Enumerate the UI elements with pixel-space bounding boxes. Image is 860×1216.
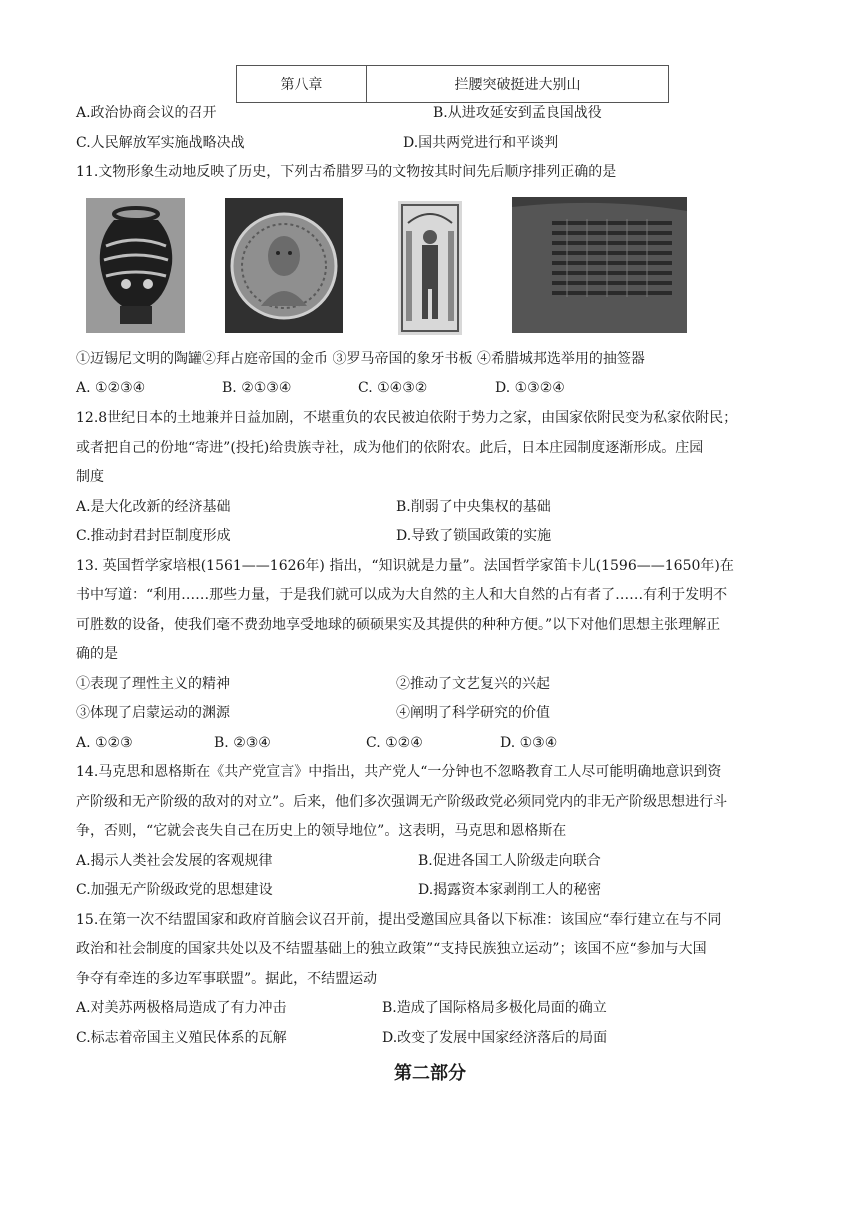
- q14-option-a: A.揭示人类社会发展的客观规律: [76, 853, 273, 869]
- q12-stem-line-2: 或者把自己的份地“寄进”(投托)给贵族寺社，成为他们的依附农。此后，日本庄园制度逐渐形成。庄园: [76, 440, 704, 456]
- table-row: [237, 66, 669, 103]
- q13-stem-line-2: 书中写道：“利用……那些力量，于是我们就可以成为大自然的主人和大自然的占有者了……有利于发明不: [76, 587, 728, 603]
- q15-stem-line-3: 争夺有牵连的多边军事联盟”。据此，不结盟运动: [76, 971, 378, 987]
- q12-option-c: C.推动封君封臣制度形成: [76, 528, 231, 544]
- q14-option-b: B.促进各国工人阶级走向联合: [418, 853, 601, 869]
- q11-stem: 11.文物形象生动地反映了历史，下列古希腊罗马的文物按其时间先后顺序排列正确的是: [76, 164, 617, 180]
- q13-stem-line-3: 可胜数的设备，使我们毫不费劲地享受地球的硕硕果实及其提供的种种方便。”以下对他们思想主张理解正: [76, 617, 721, 633]
- q10-option-a: A.政治协商会议的召开: [76, 105, 217, 121]
- q13-statement-3: ③体现了启蒙运动的渊源: [76, 705, 230, 721]
- q11-option-a: A. ①②③④: [76, 380, 146, 396]
- q14-option-c: C.加强无产阶级政党的思想建设: [76, 882, 273, 898]
- q11-option-c: C. ①④③②: [358, 380, 428, 396]
- ivory-tablet-photo: [398, 201, 462, 335]
- q15-option-b: B.造成了国际格局多极化局面的确立: [382, 1000, 607, 1016]
- q12-stem-line-3: 制度: [76, 469, 104, 485]
- q10-option-b: B.从进攻延安到孟良国战役: [433, 105, 602, 121]
- q11-option-d: D. ①③②④: [495, 380, 565, 396]
- vase-photo: [86, 198, 185, 333]
- coin-photo: [225, 198, 343, 333]
- q13-option-a: A. ①②③: [76, 735, 133, 751]
- q12-option-a: A.是大化改新的经济基础: [76, 499, 231, 515]
- chapter-title-cell: 拦腰突破挺进大别山: [367, 66, 669, 103]
- q14-option-d: D.揭露资本家剥削工人的秘密: [418, 882, 602, 898]
- q15-stem-line-1: 15.在第一次不结盟国家和政府首脑会议召开前，提出受邀国应具备以下标准：该国应“奉行建立在与不同: [76, 912, 722, 928]
- q12-stem-line-1: 12.8世纪日本的土地兼并日益加剧，不堪重负的农民被迫依附于势力之家，由国家依附民变为私家依附民；: [76, 410, 738, 426]
- q13-stem-line-1: 13. 英国哲学家培根(1561——1626年) 指出，“知识就是力量”。法国哲学家笛卡儿(1596——1650年)在: [76, 558, 734, 574]
- chapter-cell: 第八章: [237, 66, 367, 103]
- q13-option-b: B. ②③④: [214, 735, 271, 751]
- q15-option-d: D.改变了发展中国家经济落后的局面: [382, 1030, 608, 1046]
- q15-option-a: A.对美苏两极格局造成了有力冲击: [76, 1000, 287, 1016]
- q13-statement-1: ①表现了理性主义的精神: [76, 676, 230, 692]
- q10-option-c: C.人民解放军实施战略决战: [76, 135, 245, 151]
- q14-stem-line-3: 争，否则，“它就会丧失自己在历史上的领导地位”。这表明，马克思和恩格斯在: [76, 823, 567, 839]
- lottery-device-photo: [512, 197, 687, 333]
- q13-option-d: D. ①③④: [500, 735, 558, 751]
- q13-option-c: C. ①②④: [366, 735, 423, 751]
- q10-option-d: D.国共两党进行和平谈判: [403, 135, 559, 151]
- q13-statement-2: ②推动了文艺复兴的兴起: [396, 676, 550, 692]
- q12-option-b: B.削弱了中央集权的基础: [396, 499, 551, 515]
- q14-stem-line-2: 产阶级和无产阶级的敌对的对立”。后来，他们多次强调无产阶级政党必须同党内的非无产阶级思想进行斗: [76, 794, 728, 810]
- chapter-table: [236, 65, 669, 103]
- q12-option-d: D.导致了锁国政策的实施: [396, 528, 552, 544]
- q15-option-c: C.标志着帝国主义殖民体系的瓦解: [76, 1030, 287, 1046]
- q11-option-b: B. ②①③④: [222, 380, 292, 396]
- section-heading: 第二部分: [394, 1063, 466, 1084]
- q11-caption: ①迈锡尼文明的陶罐②拜占庭帝国的金币 ③罗马帝国的象牙书板 ④希腊城邦选举用的抽签器: [76, 351, 645, 367]
- q13-statement-4: ④阐明了科学研究的价值: [396, 705, 550, 721]
- q13-stem-line-4: 确的是: [76, 646, 118, 662]
- q14-stem-line-1: 14.马克思和恩格斯在《共产党宣言》中指出，共产党人“一分钟也不忽略教育工人尽可能明确地意识到资: [76, 764, 722, 780]
- q15-stem-line-2: 政治和社会制度的国家共处以及不结盟基础上的独立政策”“支持民族独立运动”；该国不应“参加与大国: [76, 941, 707, 957]
